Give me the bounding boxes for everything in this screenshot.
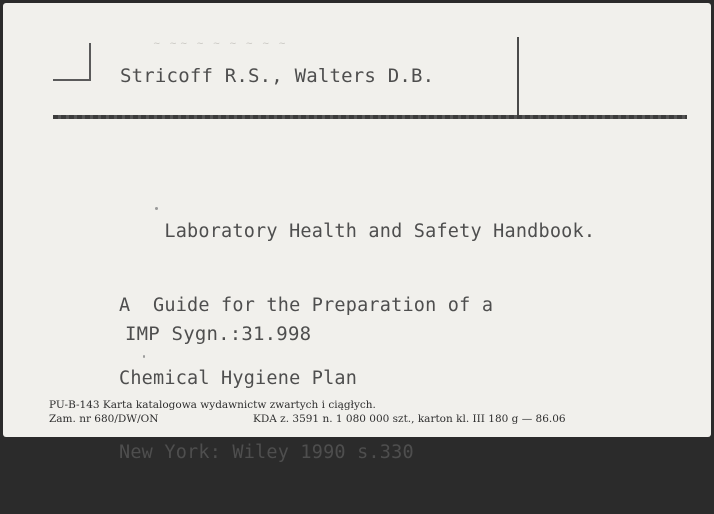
order-number: Zam. nr 680/DW/ON [49, 413, 159, 425]
print-info: KDA z. 3591 n. 1 080 000 szt., karton kl. III 180 g — 86.06 [253, 413, 566, 425]
faded-handwriting: ~ ~~ ~ ~ ~ ~ ~ ~ [153, 39, 289, 49]
form-footer-line-2 [49, 413, 566, 425]
catalog-card [3, 3, 711, 463]
heading-rule [53, 115, 687, 119]
author-divider-line [517, 37, 519, 119]
form-footer-line-1: PU-B-143 Karta katalogowa wydawnictw zwartych i ciągłych. [49, 399, 376, 411]
paper-speck [143, 355, 145, 358]
author-line: Stricoff R.S., Walters D.B. [120, 65, 435, 87]
title-line-1: Laboratory Health and Safety Handbook. [119, 221, 596, 242]
title-line-3: Chemical Hygiene Plan [119, 368, 358, 389]
paper-speck [155, 207, 158, 210]
corner-bracket-horizontal [53, 79, 91, 81]
title-line-2: A Guide for the Preparation of a [119, 294, 494, 316]
imprint-line: New York: Wiley 1990 s.330 [119, 441, 414, 463]
call-number: IMP Sygn.:31.998 [125, 323, 312, 345]
corner-bracket-vertical [89, 43, 91, 81]
